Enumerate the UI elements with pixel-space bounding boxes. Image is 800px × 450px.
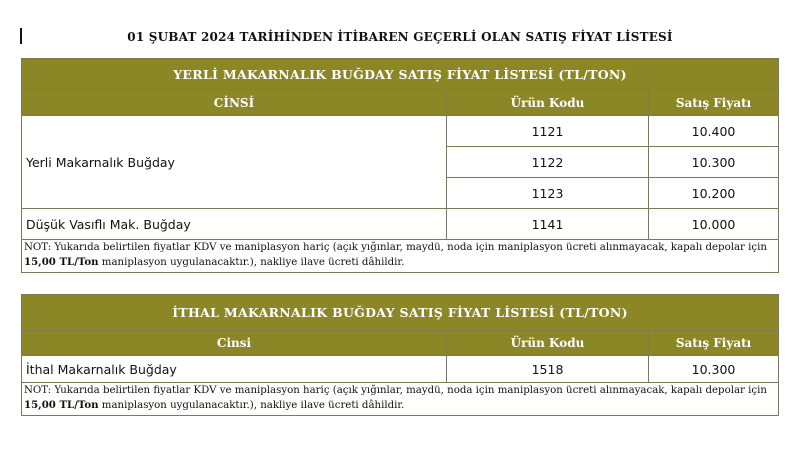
product-code-cell: 1518 <box>447 356 649 383</box>
column-header-name: CİNSİ <box>22 90 447 116</box>
note-bold-text: 15,00 TL/Ton <box>24 256 99 268</box>
product-code-cell: 1123 <box>447 178 649 209</box>
note-text-continued: maniplasyon uygulanacaktır.), nakliye ilave ücreti dâhildir. <box>101 257 405 268</box>
domestic-wheat-price-table <box>21 58 779 273</box>
table-row <box>22 116 779 147</box>
note-bold-text: 15,00 TL/Ton <box>24 399 99 411</box>
product-name-cell: İthal Makarnalık Buğday <box>22 356 447 383</box>
imported-wheat-price-table <box>21 294 779 416</box>
column-header-code: Ürün Kodu <box>447 331 649 356</box>
price-cell: 10.200 <box>649 178 779 209</box>
note-text-continued: maniplasyon uygulanacaktır.), nakliye ilave ücreti dâhildir. <box>101 400 405 411</box>
table-note <box>22 240 779 273</box>
price-cell: 10.300 <box>649 356 779 383</box>
table-row <box>22 356 779 383</box>
note-text: NOT: Yukarıda belirtilen fiyatlar KDV ve maniplasyon hariç (açık yığınlar, maydü, noda için maniplasyon ücreti alınmayacak, kapalı depolar için <box>24 385 767 396</box>
price-cell: 10.000 <box>649 209 779 240</box>
document-title: 01 ŞUBAT 2024 TARİHİNDEN İTİBAREN GEÇERLİ OLAN SATIŞ FİYAT LİSTESİ <box>127 30 673 44</box>
table-title: İTHAL MAKARNALIK BUĞDAY SATIŞ FİYAT LİSTESİ (TL/TON) <box>22 295 779 331</box>
product-code-cell: 1121 <box>447 116 649 147</box>
table-note <box>22 383 779 416</box>
product-code-cell: 1141 <box>447 209 649 240</box>
column-header-name: Cinsi <box>22 331 447 356</box>
column-header-price: Satış Fiyatı <box>649 90 779 116</box>
column-header-price: Satış Fiyatı <box>649 331 779 356</box>
table-title: YERLİ MAKARNALIK BUĞDAY SATIŞ FİYAT LİSTESİ (TL/TON) <box>22 59 779 90</box>
price-cell: 10.300 <box>649 147 779 178</box>
product-code-cell: 1122 <box>447 147 649 178</box>
product-name-cell: Düşük Vasıflı Mak. Buğday <box>22 209 447 240</box>
price-cell: 10.400 <box>649 116 779 147</box>
note-text: NOT: Yukarıda belirtilen fiyatlar KDV ve maniplasyon hariç (açık yığınlar, maydü, noda için maniplasyon ücreti alınmayacak, kapalı depolar için <box>24 242 767 253</box>
table-row <box>22 209 779 240</box>
product-name-cell: Yerli Makarnalık Buğday <box>22 116 447 209</box>
column-header-code: Ürün Kodu <box>447 90 649 116</box>
